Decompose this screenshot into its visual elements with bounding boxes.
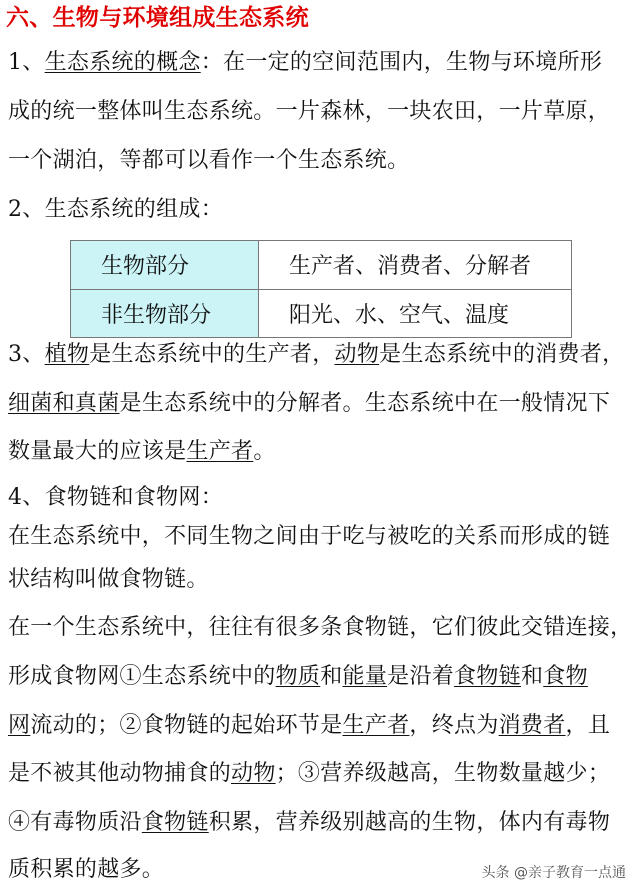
text: 是生态系统中的生产者， (89, 342, 335, 367)
term-bacteria-fungi: 细菌和真菌 (8, 391, 120, 416)
text: ；③营养级越高，生物数量越少； (275, 761, 611, 786)
paragraph-4-line-8: 质积累的越多。 (8, 857, 165, 882)
text: 形成食物网①生态系统中的 (8, 664, 276, 689)
paragraph-4-line-2: 状结构叫做食物链。 (8, 567, 209, 592)
paragraph-3-line-3 (8, 437, 276, 467)
term-food-web: 网 (8, 713, 31, 738)
paragraph-3-line-2 (8, 389, 610, 419)
text: 是不被其他动物捕食的 (8, 761, 232, 786)
paragraph-4-heading: 4、食物链和食物网： (8, 485, 223, 510)
item-number: 1、 (8, 50, 45, 75)
table-cell-value: 阳光、水、空气、温度 (259, 289, 572, 338)
term-ecosystem-concept: 生态系统的概念 (44, 50, 201, 75)
text: ，且 (565, 713, 611, 738)
composition-table (70, 240, 572, 338)
term-consumers: 消费者 (498, 713, 566, 738)
text: 是生态系统中的消费者， (379, 342, 625, 367)
text: 和 (520, 664, 544, 689)
paragraph-1-line-2: 成的统一整体叫生态系统。一片森林，一块农田，一片草原， (8, 99, 611, 124)
text: 和 (320, 664, 343, 689)
paragraph-3-line-1 (8, 340, 624, 370)
term-food-chain: 食物链 (141, 810, 209, 835)
text: ，终点为 (409, 713, 499, 738)
watermark: 头条 @亲子教育一点通 (481, 865, 626, 881)
text: ④有毒物质沿 (8, 810, 142, 835)
table-row (71, 241, 572, 290)
paragraph-4-line-4 (8, 662, 588, 692)
text: 流动的；②食物链的起始环节是 (30, 713, 343, 738)
section-title: 六、生物与环境组成生态系统 (6, 4, 309, 31)
text: 数量最大的应该是 (8, 439, 187, 464)
paragraph-1-line-1 (8, 48, 602, 78)
table-cell-value: 生产者、消费者、分解者 (259, 241, 572, 290)
table-cell-label: 生物部分 (71, 241, 259, 290)
paragraph-4-line-6 (8, 759, 610, 789)
term-food-web: 食物 (543, 664, 588, 689)
term-producers: 生产者 (186, 439, 254, 464)
paragraph-4-line-7 (8, 808, 610, 838)
paragraph-4-line-1: 在生态系统中，不同生物之间由于吃与被吃的关系而形成的链 (8, 524, 611, 549)
paragraph-2-heading: 2、生态系统的组成： (8, 197, 223, 222)
term-animals: 动物 (231, 761, 276, 786)
paragraph-4-line-5 (8, 711, 610, 741)
term-producers: 生产者 (342, 713, 410, 738)
text: 积累，营养级别越高的生物，体内有毒物 (208, 810, 611, 835)
paragraph-4-line-3: 在一个生态系统中，往往有很多条食物链，它们彼此交错连接， (8, 615, 633, 640)
term-animals: 动物 (334, 342, 380, 367)
text: 3、 (8, 342, 45, 367)
term-energy: 能量 (342, 664, 388, 689)
text: 是沿着 (387, 664, 455, 689)
text: 。 (253, 439, 276, 464)
table-row (71, 289, 572, 338)
term-plants: 植物 (44, 342, 90, 367)
term-food-chain: 食物链 (454, 664, 521, 689)
table-cell-label: 非生物部分 (71, 289, 259, 338)
term-matter: 物质 (275, 664, 321, 689)
paragraph-1-line-3: 一个湖泊，等都可以看作一个生态系统。 (8, 148, 410, 173)
text: ：在一定的空间范围内，生物与环境所形 (200, 50, 603, 75)
text: 是生态系统中的分解者。生态系统中在一般情况下 (119, 391, 611, 416)
